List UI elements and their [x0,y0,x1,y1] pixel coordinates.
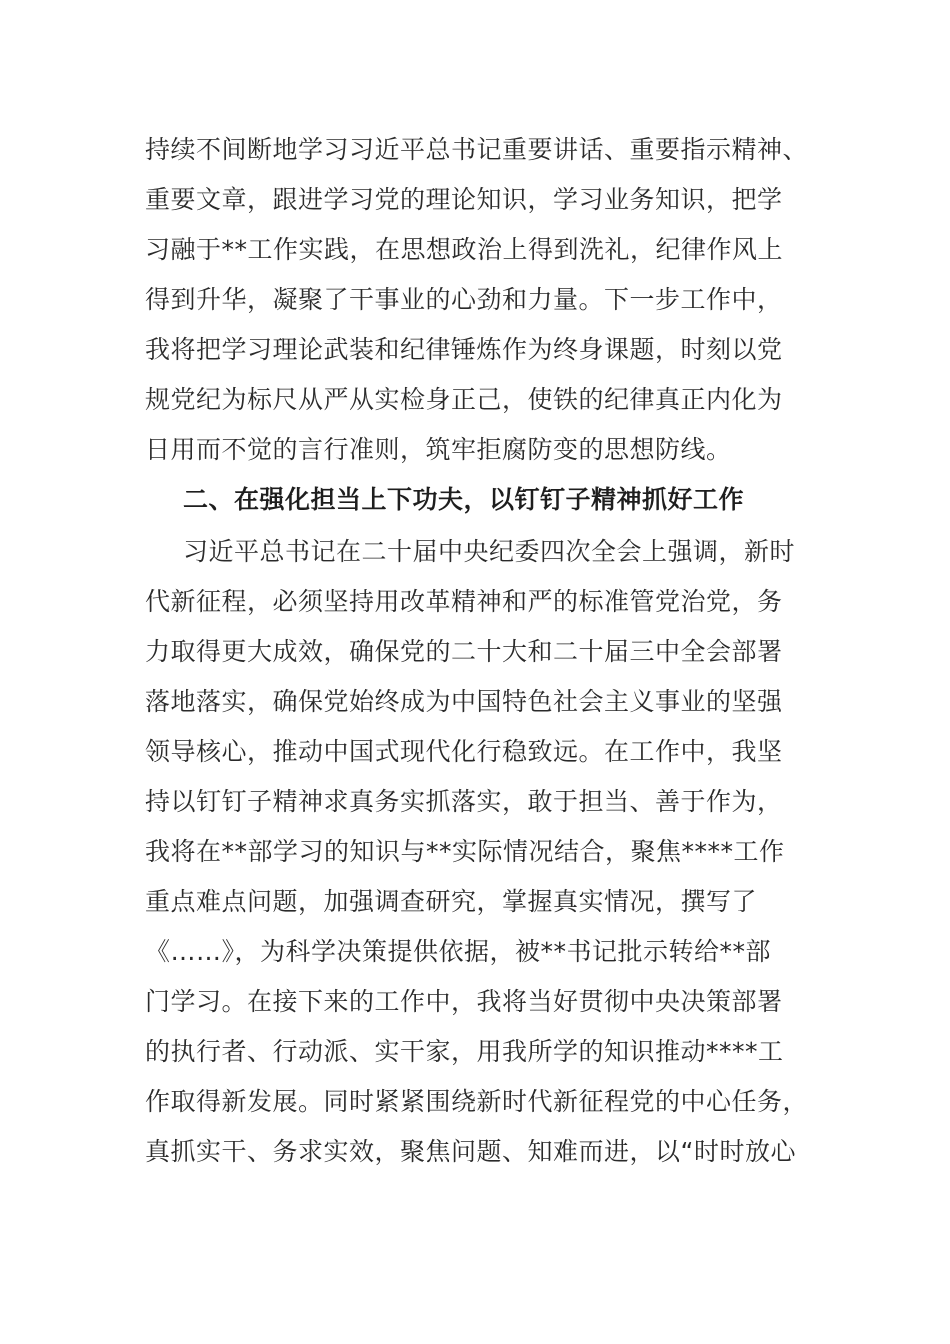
paragraph-1-line: 日用而不觉的言行准则，筑牢拒腐防变的思想防线。 [145,435,732,464]
paragraph-2-line: 代新征程，必须坚持用改革精神和严的标准管党治党，务 [145,587,783,616]
paragraph-1-line: 持续不间断地学习习近平总书记重要讲话、重要指示精神、 [145,135,809,164]
paragraph-1-line: 习融于**工作实践，在思想政治上得到洗礼，纪律作风上 [145,235,784,264]
paragraph-2-line: 的执行者、行动派、实干家，用我所学的知识推动****工 [145,1037,784,1066]
paragraph-2-line: 持以钉钉子精神求真务实抓落实，敢于担当、善于作为， [145,787,783,816]
paragraph-1-line: 我将把学习理论武装和纪律锤炼作为终身课题，时刻以党 [145,335,783,364]
paragraph-1-line: 重要文章，跟进学习党的理论知识，学习业务知识，把学 [145,185,783,214]
paragraph-2-line: 作取得新发展。同时紧紧围绕新时代新征程党的中心任务， [145,1087,809,1116]
section-heading: 二、在强化担当上下功夫，以钉钉子精神抓好工作 [183,485,745,514]
paragraph-2-line: 重点难点问题，加强调查研究，掌握真实情况，撰写了 [145,887,758,916]
paragraph-2-line: 领导核心，推动中国式现代化行稳致远。在工作中，我坚 [145,737,783,766]
paragraph-2-line: 我将在**部学习的知识与**实际情况结合，聚焦****工作 [145,837,785,866]
paragraph-2-line: 落地落实，确保党始终成为中国特色社会主义事业的坚强 [145,687,783,716]
paragraph-2-line: 《……》，为科学决策提供依据，被**书记批示转给**部 [145,937,772,966]
paragraph-1-line: 得到升华，凝聚了干事业的心劲和力量。下一步工作中， [145,285,783,314]
paragraph-1-line: 规党纪为标尺从严从实检身正己，使铁的纪律真正内化为 [145,385,783,414]
paragraph-2-line: 力取得更大成效，确保党的二十大和二十届三中全会部署 [145,637,783,666]
paragraph-2-line: 习近平总书记在二十届中央纪委四次全会上强调，新时 [183,537,796,566]
paragraph-2-line: 门学习。在接下来的工作中，我将当好贯彻中央决策部署 [145,987,783,1016]
paragraph-2-line: 真抓实干、务求实效，聚焦问题、知难而进，以“时时放心 [145,1137,796,1166]
